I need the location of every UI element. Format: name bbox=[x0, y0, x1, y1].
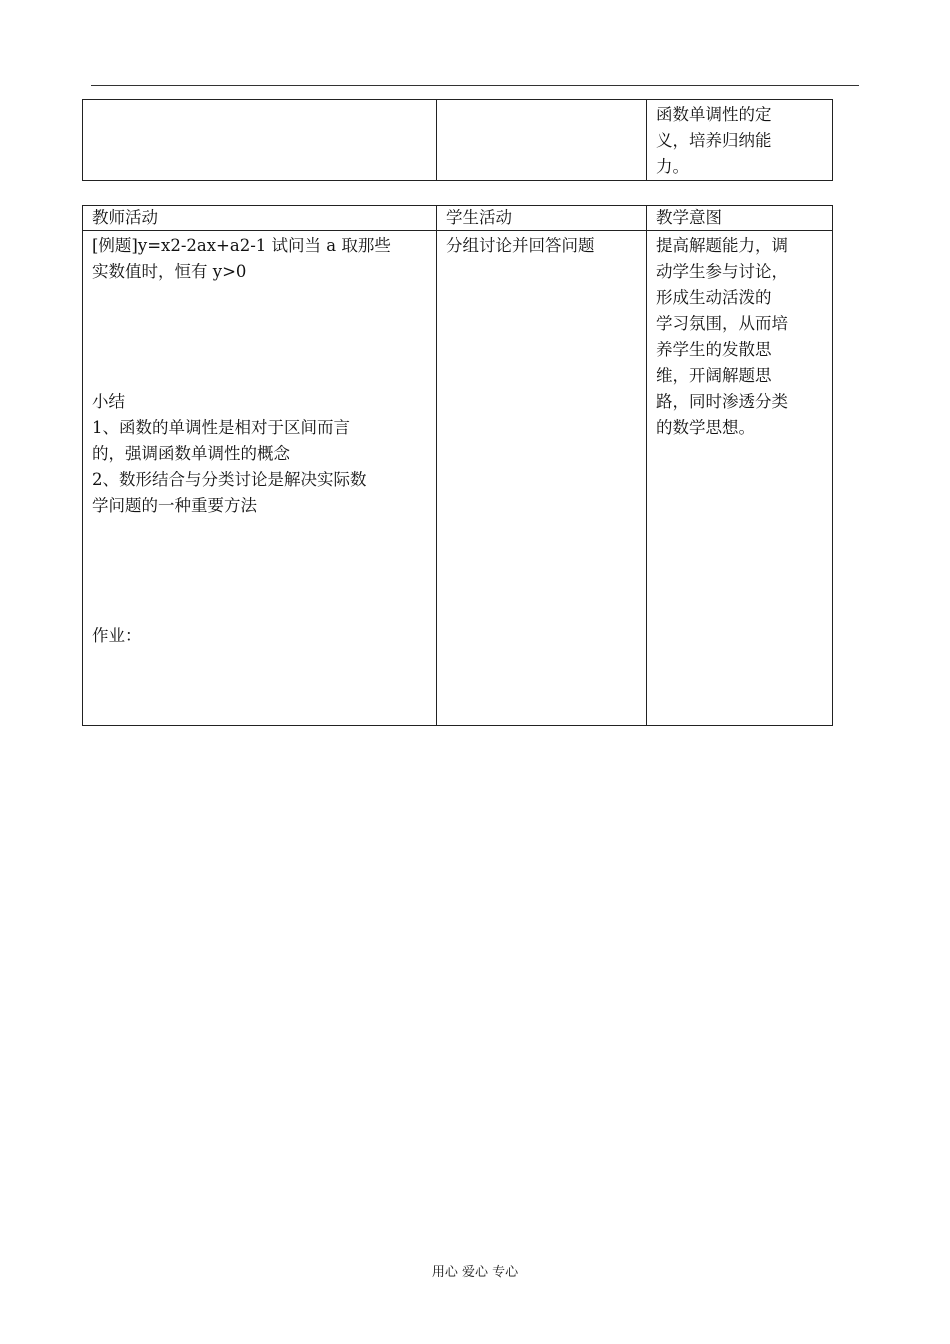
summary-title: 小结 bbox=[92, 392, 125, 411]
student-activity-cell bbox=[437, 231, 647, 726]
teacher-cell-empty bbox=[83, 100, 437, 181]
intent-line: 形成生动活泼的 bbox=[656, 288, 772, 307]
intent-line: 力。 bbox=[656, 157, 689, 176]
intent-line: 义，培养归纳能 bbox=[656, 131, 772, 150]
header-row bbox=[83, 206, 833, 231]
header-student: 学生活动 bbox=[437, 206, 647, 231]
header-teacher: 教师活动 bbox=[83, 206, 437, 231]
table-row bbox=[83, 231, 833, 726]
intent-line: 维，开阔解题思 bbox=[656, 366, 772, 385]
table-row bbox=[83, 100, 833, 181]
homework-label: 作业： bbox=[92, 626, 142, 645]
teaching-intent-cell bbox=[647, 231, 833, 726]
intent-line: 养学生的发散思 bbox=[656, 340, 772, 359]
teacher-activity-cell bbox=[83, 231, 437, 726]
summary-line: 2、数形结合与分类讨论是解决实际数 bbox=[92, 470, 367, 489]
example-line: [例题]y=x2-2ax+a2-1 试问当 a 取那些 bbox=[92, 236, 391, 255]
page-footer: 用心 爱心 专心 bbox=[431, 1265, 519, 1280]
example-line: 实数值时，恒有 y>0 bbox=[92, 262, 247, 281]
summary-line: 学问题的一种重要方法 bbox=[92, 496, 257, 515]
header-intent: 教学意图 bbox=[647, 206, 833, 231]
student-activity-text: 分组讨论并回答问题 bbox=[446, 236, 595, 255]
summary-line: 1、函数的单调性是相对于区间而言 bbox=[92, 418, 350, 437]
header-rule bbox=[91, 85, 859, 86]
lesson-table bbox=[82, 205, 833, 726]
student-cell-empty bbox=[437, 100, 647, 181]
intent-line: 的数学思想。 bbox=[656, 418, 755, 437]
intent-line: 函数单调性的定 bbox=[656, 105, 772, 124]
intent-cell bbox=[647, 100, 833, 181]
intent-line: 路，同时渗透分类 bbox=[656, 392, 788, 411]
intent-line: 动学生参与讨论， bbox=[656, 262, 788, 281]
continuation-table bbox=[82, 99, 833, 181]
summary-line: 的，强调函数单调性的概念 bbox=[92, 444, 290, 463]
intent-line: 学习氛围，从而培 bbox=[656, 314, 788, 333]
intent-line: 提高解题能力，调 bbox=[656, 236, 788, 255]
